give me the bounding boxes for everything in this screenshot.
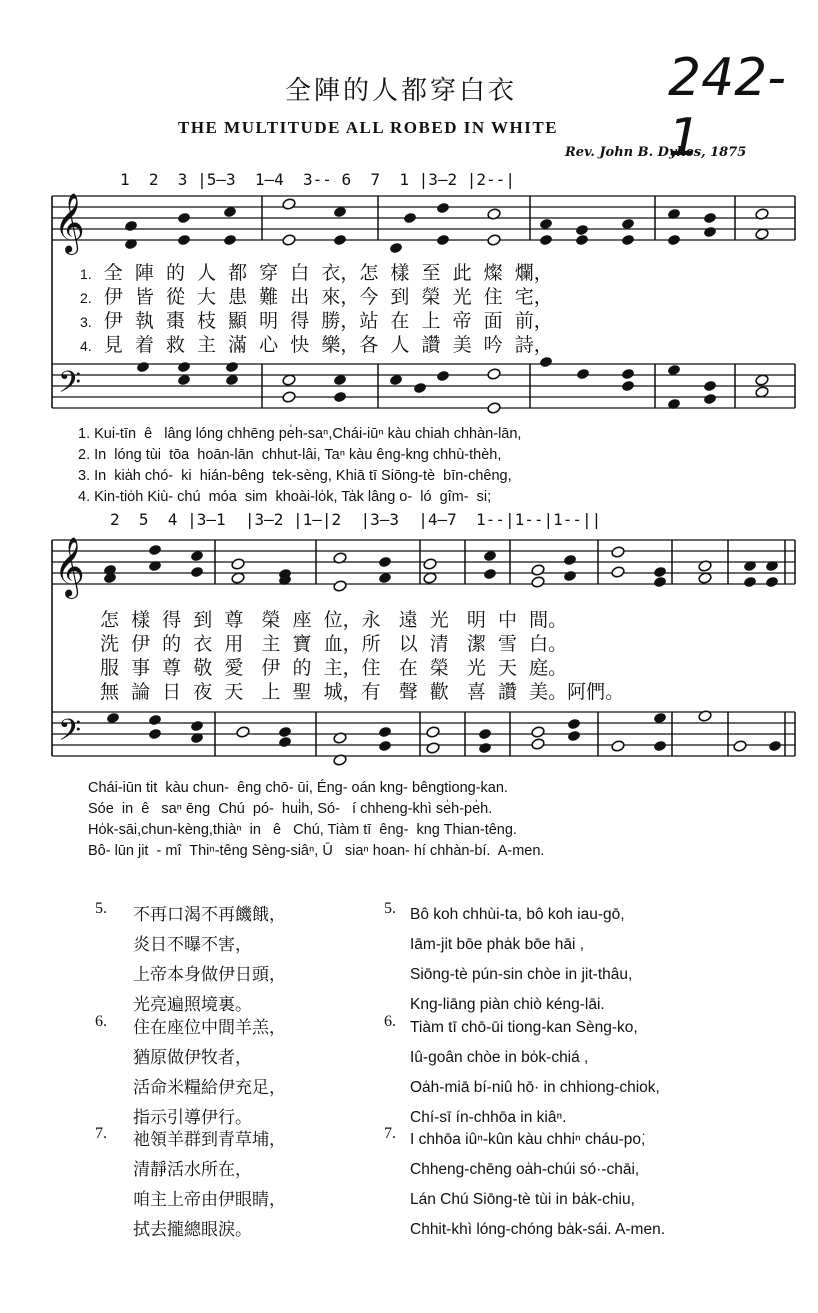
note-head xyxy=(703,226,717,239)
note-head xyxy=(389,242,403,255)
stanza-line: 光亮遍照境裏。 xyxy=(133,995,252,1015)
note-head xyxy=(426,742,440,755)
note-head xyxy=(148,728,162,741)
stanza-line: Oa̍h-miā bí-niû hō· in chhiong-chiok, xyxy=(410,1079,660,1096)
note-head xyxy=(703,393,717,406)
note-head xyxy=(576,368,590,381)
note-head xyxy=(478,742,492,755)
note-head xyxy=(611,740,625,753)
note-head xyxy=(413,382,427,395)
stanza-line: 指示引導伊行。 xyxy=(133,1108,252,1128)
note-head xyxy=(667,234,681,247)
lyric-line: In kia̍h chó- ki hián-bêng tek-sèng, Khiā tī Siōng-tè bīn-chêng, xyxy=(94,468,512,484)
note-head xyxy=(743,576,757,589)
lyric-line: 全 陣 的 人 都 穿 白 衣，怎 樣 至 此 燦 爛， xyxy=(103,262,553,284)
note-head xyxy=(282,391,296,404)
note-head xyxy=(765,576,779,589)
verse-number: 2. xyxy=(80,290,92,306)
note-head xyxy=(124,220,138,233)
note-head xyxy=(436,202,450,215)
note-head xyxy=(436,370,450,383)
verse-number: 1. xyxy=(78,426,91,442)
stanza-number: 5. xyxy=(95,900,107,917)
note-head xyxy=(575,224,589,237)
stanza-line: Chhit-khì lóng-chóng ba̍k-sái. A-men. xyxy=(410,1221,666,1238)
note-head xyxy=(531,564,545,577)
lyric-line: Bô- lūn jit - mî Thiⁿ-têng Sèng-siâⁿ, Ū siaⁿ hoan- hí chhàn-bí. A-men. xyxy=(88,843,545,859)
note-head xyxy=(136,361,150,374)
note-head xyxy=(575,234,589,247)
stanza-line: Tiàm tī chō-ūi tiong-kan Sèng-ko, xyxy=(410,1019,638,1036)
treble-clef: 𝄞 xyxy=(54,537,85,597)
note-head xyxy=(378,726,392,739)
numbered-notation-line-2: 2 5 4 |3—1 |3—2 |1—|2 |3—3 |4—7 1--|1--|1--|| xyxy=(110,510,602,529)
note-head xyxy=(653,740,667,753)
stanza-line: 上帝本身做伊日頭， xyxy=(133,965,286,985)
lyric-line: 怎 樣 得 到 尊 榮 座 位，永 遠 光 明 中 間。 xyxy=(100,609,568,631)
stanza-line: Lán Chú Siōng-tè tùi in ba̍k-chiu, xyxy=(410,1191,635,1208)
note-head xyxy=(148,714,162,727)
stanza-line: 祂領羊群到青草埔， xyxy=(133,1130,286,1150)
hymn-title-english: THE MULTITUDE ALL ROBED IN WHITE xyxy=(178,118,559,137)
note-head xyxy=(487,402,501,415)
numbered-notation-line-1: 1 2 3 |5—3 1—4 3-- 6 7 1 |3—2 |2--| xyxy=(120,170,515,189)
note-head xyxy=(487,234,501,247)
chinese-lyrics-system-2 xyxy=(100,605,624,701)
romanized-lyrics-system-2 xyxy=(88,780,544,864)
note-head xyxy=(278,736,292,749)
stanza-line: 炎日不曝不害， xyxy=(133,935,252,955)
treble-clef: 𝄞 xyxy=(54,193,85,253)
note-head xyxy=(768,740,782,753)
stanza-line: Chí-sī ín-chhōa in kiâⁿ. xyxy=(410,1109,567,1126)
note-head xyxy=(223,234,237,247)
note-head xyxy=(531,576,545,589)
note-head xyxy=(436,234,450,247)
note-head xyxy=(403,212,417,225)
stanza-line: Chheng-chēng oa̍h-chúi só·-chāi, xyxy=(410,1161,640,1178)
lyric-line: 見 着 救 主 滿 心 快 樂，各 人 讚 美 吟 詩， xyxy=(103,334,553,356)
verse-number: 3. xyxy=(78,468,91,484)
note-head xyxy=(278,726,292,739)
note-head xyxy=(190,566,204,579)
note-head xyxy=(333,234,347,247)
note-head xyxy=(378,556,392,569)
bass-clef: 𝄢 xyxy=(58,366,82,407)
verse-number: 1. xyxy=(80,266,92,282)
lyric-line: Kin-tio̍h Kiù- chú móa sim khoài-lo̍k, Ta̍k lâng o- ló gîm- si; xyxy=(94,489,492,505)
note-head xyxy=(190,720,204,733)
verse-number: 2. xyxy=(78,447,91,463)
stanza-line: Siōng-tè pún-sin chòe in jit-thâu, xyxy=(410,966,633,983)
note-head xyxy=(539,234,553,247)
note-head xyxy=(177,234,191,247)
note-head xyxy=(621,380,635,393)
stanza-number: 7. xyxy=(95,1125,107,1142)
lyric-line: 無 論 日 夜 天 上 聖 城，有 聲 歡 喜 讚 美。阿們。 xyxy=(100,681,625,703)
stanza-line: 清靜活水所在， xyxy=(133,1160,252,1180)
chinese-lyrics-system-1 xyxy=(80,258,553,354)
lyric-line: Chái-iūn tit kàu chun- êng chō- ūi, Éng- oán kng- bêngtiong-kan. xyxy=(88,780,508,796)
stanza-6-romanized xyxy=(384,1013,660,1133)
lyric-line: In lóng tùi tōa hoān-lān chhut-lâi, Taⁿ kàu êng-kng chhù-thèh, xyxy=(94,447,502,463)
note-head xyxy=(539,356,553,369)
stanza-line: Bô koh chhùi-ta, bô koh iau-gō, xyxy=(410,906,625,923)
stanza-7-romanized xyxy=(384,1125,665,1245)
note-head xyxy=(733,740,747,753)
note-head xyxy=(653,566,667,579)
note-head xyxy=(531,738,545,751)
lyric-line: Sóe in ê saⁿ ēng Chú pó- hui̍h, Só- í chheng-khì se̍h-pe̍h. xyxy=(88,801,493,817)
note-head xyxy=(236,726,250,739)
note-head xyxy=(611,566,625,579)
note-head xyxy=(531,726,545,739)
stanza-line: 住在座位中間羊羔， xyxy=(133,1018,286,1038)
stanza-line: Kng-liāng piàn chiò kéng-lāi. xyxy=(410,996,605,1013)
stanza-line: 猶原做伊牧者， xyxy=(133,1048,252,1068)
note-head xyxy=(703,212,717,225)
note-head xyxy=(611,546,625,559)
note-head xyxy=(621,234,635,247)
composer-credit: Rev. John B. Dykes, 1875 xyxy=(565,145,747,160)
note-head xyxy=(177,361,191,374)
note-head xyxy=(423,558,437,571)
hymn-title-chinese: 全陣的人都穿白衣 xyxy=(285,76,518,106)
note-head xyxy=(653,576,667,589)
stanza-number: 6. xyxy=(384,1013,396,1030)
note-head xyxy=(567,718,581,731)
note-head xyxy=(621,368,635,381)
stanza-number: 5. xyxy=(384,900,396,917)
note-head xyxy=(487,368,501,381)
stanza-number: 7. xyxy=(384,1125,396,1142)
stanza-line: 活命米糧給伊充足， xyxy=(133,1078,286,1098)
lyric-line: 服 事 尊 敬 愛 伊 的 主，住 在 榮 光 天 庭。 xyxy=(100,657,568,679)
bass-clef: 𝄢 xyxy=(58,714,82,755)
note-head xyxy=(282,198,296,211)
lyric-line: Ho̍k-sāi,chun-kèng,thiàⁿ in ê Chú, Tiàm tī êng- kng Thian-têng. xyxy=(88,822,517,838)
stanza-line: Iām-jit bōe pha̍k bōe hāi , xyxy=(410,936,585,953)
note-head xyxy=(177,212,191,225)
romanized-lyrics-system-1 xyxy=(78,426,521,510)
verse-number: 4. xyxy=(78,489,91,505)
stanza-line: 不再口渴不再饑餓， xyxy=(133,905,286,925)
stanza-6-chinese xyxy=(95,1013,286,1133)
note-head xyxy=(478,728,492,741)
lyric-line: 伊 執 棗 枝 顯 明 得 勝，站 在 上 帝 面 前， xyxy=(103,310,553,332)
stanza-number: 6. xyxy=(95,1013,107,1030)
note-head xyxy=(148,544,162,557)
note-head xyxy=(567,730,581,743)
note-head xyxy=(378,740,392,753)
lyric-line: 伊 皆 從 大 患 難 出 來，今 到 榮 光 住 宅， xyxy=(103,286,553,308)
note-head xyxy=(563,570,577,583)
stanza-line: 咱主上帝由伊眼睛， xyxy=(133,1190,286,1210)
stanza-5-romanized xyxy=(384,900,632,1020)
note-head xyxy=(563,554,577,567)
verse-number: 4. xyxy=(80,338,92,354)
note-head xyxy=(483,568,497,581)
stanza-line: 拭去攏總眼淚。 xyxy=(133,1220,252,1240)
verse-number: 3. xyxy=(80,314,92,330)
note-head xyxy=(225,361,239,374)
lyric-line: 洗 伊 的 衣 用 主 寶 血，所 以 清 潔 雪 白。 xyxy=(100,633,568,655)
stanza-line: Iû-goân chòe in bo̍k-chiá , xyxy=(410,1049,589,1066)
stanza-7-chinese xyxy=(95,1125,286,1245)
lyric-line: Kui-tīn ê lâng lóng chhēng pe̍h-saⁿ,Chái-iūⁿ kàu chiah chhàn-lān, xyxy=(94,426,522,442)
note-head xyxy=(703,380,717,393)
note-head xyxy=(231,558,245,571)
note-head xyxy=(426,726,440,739)
note-head xyxy=(333,391,347,404)
stanza-line: I chhōa iûⁿ-kûn kàu chhiⁿ cháu-po͘, xyxy=(410,1131,646,1148)
hymn-number: 242-1 xyxy=(668,48,787,168)
note-head xyxy=(333,580,347,593)
stanza-5-chinese xyxy=(95,900,286,1020)
note-head xyxy=(282,234,296,247)
